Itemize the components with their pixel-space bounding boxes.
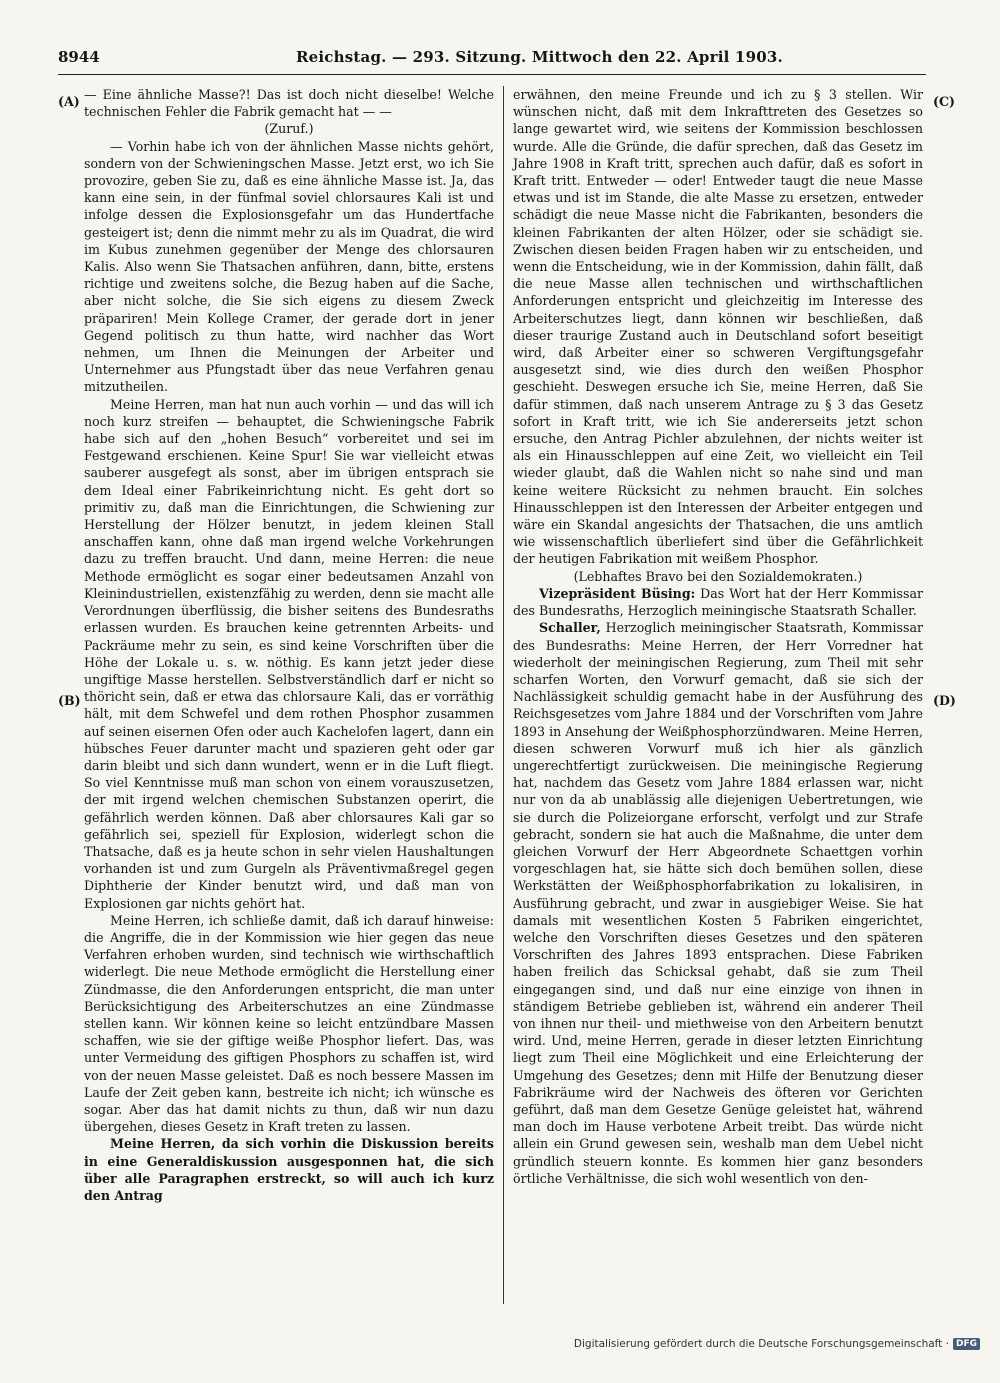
margin-marker-c: (C) [933, 94, 955, 109]
speaker-name: Vizepräsident Büsing: [539, 585, 696, 601]
speech-text: Das Wort hat der Herr Kommissar des Bundesraths, Herzoglich meiningische Staatsrath Schaller. [513, 585, 923, 619]
applause-note: (Lebhaftes Bravo bei den Sozialdemokraten.) [573, 568, 863, 584]
margin-marker-b: (B) [58, 693, 81, 708]
left-column [84, 86, 494, 1204]
right-column [513, 86, 923, 1187]
margin-marker-a: (A) [58, 94, 80, 109]
running-head: Reichstag. — 293. Sitzung. Mittwoch den 22. April 1903. [296, 48, 783, 66]
page-number: 8944 [58, 48, 100, 66]
speaker-paragraph [513, 619, 923, 1187]
speaker-paragraph [513, 585, 923, 619]
speech-text: Herzoglich meiningischer Staatsrath, Kommissar des Bundesraths: Meine Herren, der Herr Vorredner hat wiederholt der meiningischen Regierung, zum Theil mit sehr scharfen Worten, den Vorwurf gemacht, daß sie sich der Nachlässigkeit schuldig gemacht habe in der Ausführung des Reichsgesetzes vom Jahre 1884 und der Vorschriften vom Jahre 1893 in Ansehung der Weißphosphorzündwaren. Meine Herren, diesen schweren Vorwurf muß ich hier als gänzlich ungerechtfertigt zurückweisen. Die meiningische Regierung hat, nachdem das Gesetz vom Jahre 1884 erlassen war, nicht nur von da ab unablässig alle diejenigen Uebertretungen, wie sie durch die Polizeiorgane erforscht, verfolgt und zur Strafe gebracht, sondern sie hat auch die Maßnahme, die unter dem gleichen Vorwurf der Herr Abgeordnete Schaettgen vorhin vorgeschlagen hat, sie hätte sich doch bemühen sollen, diese Werkstätten der Weißphosphorfabrikation zu lokalisiren, in Ausführung gebracht, und zwar in ausgiebiger Weise. Sie hat damals mit wesentlichen Kosten 5 Fabriken eingerichtet, welche den Vorschriften dieses Gesetzes und den späteren Vorschriften des Jahres 1893 entsprachen. Diese Fabriken haben freilich das Schicksal gehabt, daß sie zum Theil eingegangen sind, und daß nur eine einzige von ihnen in ständigem Betriebe geblieben ist, während ein anderer Theil von ihnen nur theil- und miethweise von den Arbeitern benutzt wird. Und, meine Herren, gerade in dieser letzten Einrichtung liegt zum Theil eine Möglichkeit und eine Erleichterung der Umgehung des Gesetzes; denn mit Hilfe der Benutzung dieser Fabrikräume wird der Nachweis des öfteren vor Gerichten geführt, daß man dem Gesetze Genüge geleistet hat, während man doch im Hause verbotene Arbeit treibt. Das würde nicht allein ein Grund gewesen sein, weshalb man dem Uebel nicht gründlich steuern konnte. Es kommen hier ganz besonders örtliche Verhältnisse, die sich wohl wesentlich von den- [513, 620, 923, 1186]
paragraph: erwähnen, den meine Freunde und ich zu § 3 stellen. Wir wünschen nicht, daß mit dem Inkrafttreten des Gesetzes so lange gewartet wird, wie seitens der Kommission beschlossen wurde. Alle die Gründe, die dafür sprechen, daß das Gesetz im Jahre 1908 in Kraft tritt, sprechen auch dafür, daß es sofort in Kraft tritt. Entweder — oder! Entweder taugt die neue Masse etwas und ist im Stande, die alte Masse zu ersetzen, entweder schädigt die neue Masse nicht die Fabrikanten, besonders die kleinen Fabrikanten der alten Hölzer, oder sie schädigt sie. Zwischen diesen beiden Fragen haben wir zu entscheiden, und wenn die Entscheidung, wie in der Kommission, dahin fällt, daß die neue Masse allen technischen und wirthschaftlichen Anforderungen entspricht und gleichzeitig im Interesse des Arbeiterschutzes liegt, dann können wir beschließen, daß dieser traurige Zustand auch in Deutschland sofort beseitigt wird, daß Arbeiter einer so schweren Vergiftungsgefahr ausgesetzt sind, wie dies durch den weißen Phosphor geschieht. Deswegen ersuche ich Sie, meine Herren, daß Sie dafür stimmen, daß nach unserem Antrage zu § 3 das Gesetz sofort in Kraft tritt, wie ich Sie andererseits jetzt schon ersuche, den Antrag Pichler abzulehnen, der nichts weiter ist als ein Hinausschleppen auf eine Zeit, wo vielleicht ein Teil wieder glaubt, daß die Wahlen nicht so nahe sind und man keine weitere Rücksicht zu nehmen braucht. Ein solches Hinausschleppen ist den Interessen der Arbeiter entgegen und wäre ein Skandal angesichts der Thatsachen, die uns amtlich wie wissenschaftlich überliefert sind über die Gefährlichkeit der heutigen Fabrikation mit weißem Phosphor. [513, 87, 923, 567]
speaker-name: Schaller, [539, 620, 601, 636]
footer [574, 1338, 980, 1350]
paragraph: — Eine ähnliche Masse?! Das ist doch nicht dieselbe! Welche technischen Fehler die Fabrik gemacht hat — — [84, 87, 494, 120]
page-header [58, 48, 926, 72]
dfg-logo: DFG [953, 1338, 980, 1350]
paragraph: — Vorhin habe ich von der ähnlichen Masse nichts gehört, sondern von der Schwieningschen Masse. Jetzt erst, wo ich Sie provozire, geben Sie zu, daß es eine ähnliche Masse ist. Ja, das kann eine sein, in der fünfmal soviel chlorsaures Kali ist und infolge dessen die Explosionsgefahr um das Hundertfache gesteigert ist; denn die nimmt mehr zu als im Quadrat, die wird im Kubus zunehmen gegenüber der Menge des chlorsauren Kalis. Also wenn Sie Thatsachen anführen, dann, bitte, erstens richtige und zweitens solche, die Bezug haben auf die Sache, aber nicht solche, die Sie sich eigens zu diesem Zweck präpariren! Mein Kollege Cramer, der gerade dort in jener Gegend politisch zu thun hatte, wird nachher das Wort nehmen, um Ihnen die Meinungen der Arbeiter und Unternehmer aus Pfungstadt über das neue Verfahren genau mitzutheilen. [84, 138, 494, 395]
footer-text: Digitalisierung gefördert durch die Deutsche Forschungsgemeinschaft · [573, 1338, 949, 1350]
interjection: (Zuruf.) [264, 121, 314, 137]
paragraph: Meine Herren, man hat nun auch vorhin — und das will ich noch kurz streifen — behauptet, die Schwieningsche Fabrik habe sich auf den „hohen Besuch“ vorbereitet und sei im Festgewand erschienen. Keine Spur! Sie war vielleicht etwas sauberer ausgefegt als sonst, aber im übrigen entsprach sie dem Ideal einer Fabrikeinrichtung nicht. Es geht dort so primitiv zu, daß man die Einrichtungen, die Schwiening zur Herstellung der Hölzer benutzt, in jedem kleinen Stall anschaffen kann, ohne daß man irgend welche Vorkehrungen dazu zu treffen braucht. Und dann, meine Herren: die neue Methode ermöglicht es sogar einer bedeutsamen Anzahl von Kleinindustriellen, existenzfähig zu werden, denn sie macht alle Verordnungen überflüssig, die bisher seitens des Bundesraths erlassen wurden. Es brauchen keine getrennten Arbeits- und Packräume mehr zu sein, es sind keine Vorschriften über die Höhe der Lokale u. s. w. nöthig. Es kann jetzt jeder diese ungiftige Masse herstellen. Selbstverständlich darf er nicht so thöricht sein, daß er etwa das chlorsaure Kali, das er vorräthig hält, mit dem Schwefel und dem rothen Phosphor zusammen auf seinen eisernen Ofen oder auch Kachelofen lagert, dann ein hübsches Feuer darunter macht und spazieren geht oder gar darin bleibt und sich dann wundert, wenn er in die Luft fliegt. So viel Kenntnisse muß man schon von einem vorauszusetzen, der mit irgend welchen chemischen Substanzen operirt, die gefährlich werden können. Daß aber chlorsaures Kali gar so gefährlich sei, speziell für Explosion, widerlegt schon die Thatsache, daß es ja heute schon in sehr vielen Haushaltungen vorhanden ist und zum Gurgeln als Präventivmaßregel gegen Diphtherie der Kinder benutzt wird, und daß man von Explosionen gar nichts gehört hat. [84, 396, 494, 911]
column-divider [503, 86, 504, 1304]
paragraph: Meine Herren, da sich vorhin die Diskussion bereits in eine Generaldiskussion ausgesponnen hat, die sich über alle Paragraphen erstreckt, so will auch ich kurz den Antrag [84, 1136, 494, 1203]
header-rule [58, 74, 926, 75]
paragraph: Meine Herren, ich schließe damit, daß ich darauf hinweise: die Angriffe, die in der Kommission wie hier gegen das neue Verfahren erhoben wurden, sind technisch wie wirthschaftlich widerlegt. Die neue Methode ermöglicht die Herstellung einer Zündmasse, die den Anforderungen entspricht, die man unter Berücksichtigung des Arbeiterschutzes an eine Zündmasse stellen kann. Wir können keine so leicht entzündbare Massen schaffen, wie sie der giftige weiße Phosphor liefert. Das, was unter Vermeidung des giftigen Phosphors zu schaffen ist, wird von der neuen Masse geleistet. Daß es noch bessere Massen im Laufe der Zeit geben kann, bestreite ich nicht; ich wünsche es sogar. Aber das hat damit nichts zu thun, daß wir nun dazu übergehen, dieses Gesetz in Kraft treten zu lassen. [84, 912, 494, 1135]
margin-marker-d: (D) [933, 693, 956, 708]
